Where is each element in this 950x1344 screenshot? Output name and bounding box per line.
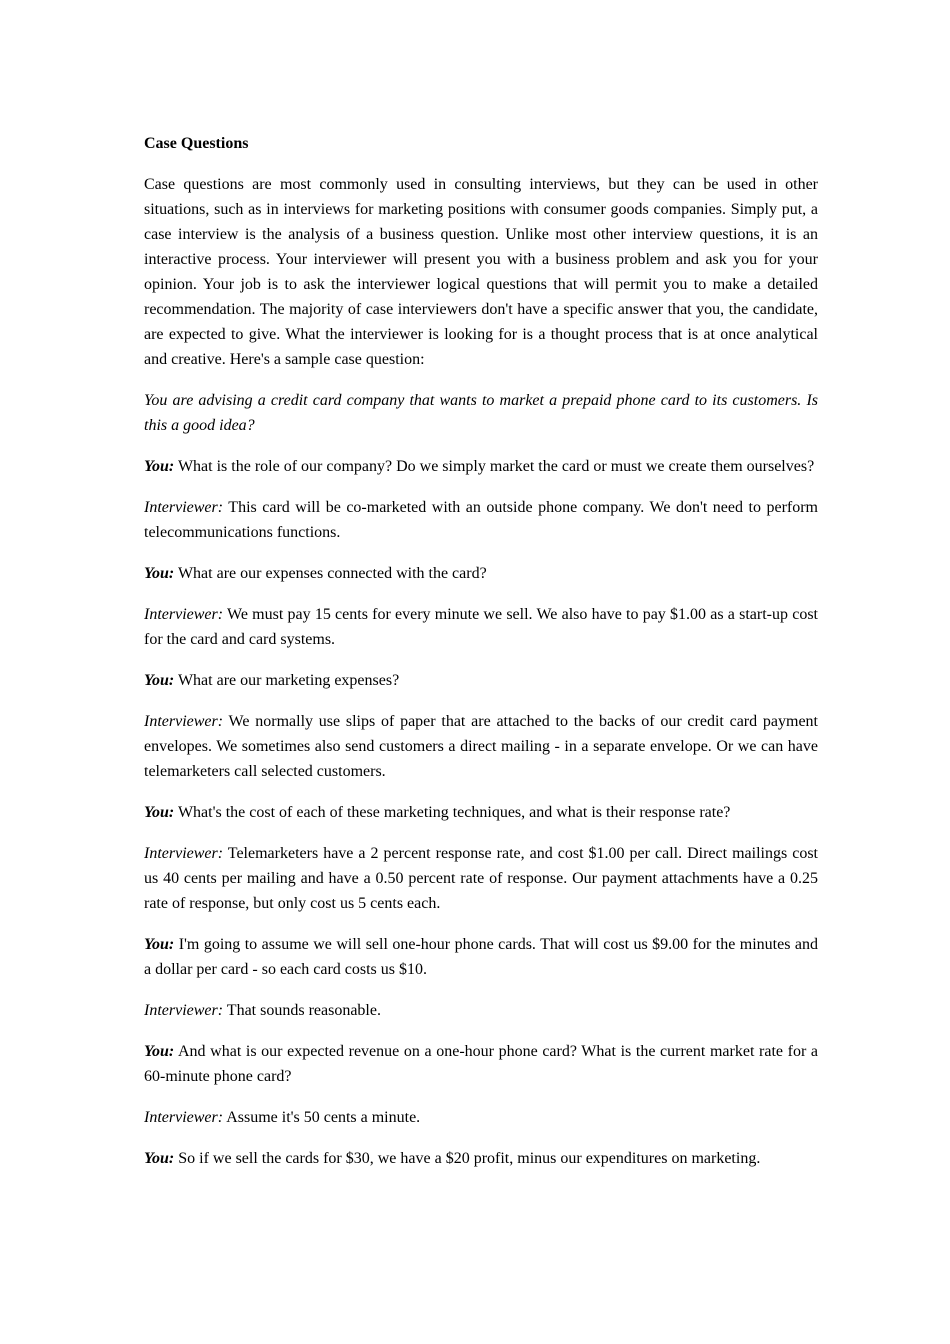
dialogue-line <box>144 561 818 586</box>
dialogue-text: We must pay 15 cents for every minute we sell. We also have to pay $1.00 as a start-up cost for the card and card systems. <box>144 606 818 648</box>
dialogue-line <box>144 1105 818 1130</box>
dialogue-line <box>144 602 818 652</box>
dialogue-line <box>144 932 818 982</box>
dialogue-line <box>144 1146 818 1171</box>
dialogue-text: Assume it's 50 cents a minute. <box>223 1109 421 1126</box>
dialogue-text: So if we sell the cards for $30, we have a $20 profit, minus our expenditures on marketing. <box>174 1150 761 1167</box>
dialogue-line <box>144 709 818 784</box>
document-page <box>144 131 818 1187</box>
dialogue-text: What's the cost of each of these marketing techniques, and what is their response rate? <box>174 804 731 821</box>
dialogue-text: I'm going to assume we will sell one-hour phone cards. That will cost us $9.00 for the minutes and a dollar per card - so each card costs us $10. <box>144 936 818 978</box>
speaker-label: You: <box>144 804 175 821</box>
dialogue-line <box>144 800 818 825</box>
speaker-label: You: <box>144 936 175 953</box>
dialogue-line <box>144 495 818 545</box>
speaker-label: You: <box>144 1150 175 1167</box>
dialogue-text: This card will be co-marketed with an outside phone company. We don't need to perform telecommunications functions. <box>144 499 818 541</box>
speaker-label: Interviewer: <box>144 1109 224 1126</box>
intro-paragraph: Case questions are most commonly used in consulting interviews, but they can be used in other situations, such as in interviews for marketing positions with consumer goods companies. Simply put, a case interview is the analysis of a business question. Unlike most other interview questions, it is an interactive process. Your interviewer will present you with a business problem and ask you for your opinion. Your job is to ask the interviewer logical questions that will permit you to make a detailed recommendation. The majority of case interviewers don't have a specific answer that you, the candidate, are expected to give. What the interviewer is looking for is a thought process that is at once analytical and creative. Here's a sample case question: <box>144 176 818 368</box>
dialogue-text: That sounds reasonable. <box>223 1002 381 1019</box>
dialogue-text: What are our marketing expenses? <box>174 672 400 689</box>
dialogue-text: What is the role of our company? Do we simply market the card or must we create them ourselves? <box>174 458 815 475</box>
speaker-label: You: <box>144 1043 175 1060</box>
dialogue-line <box>144 1039 818 1089</box>
dialogue-text: And what is our expected revenue on a one-hour phone card? What is the current market rate for a 60-minute phone card? <box>144 1043 818 1085</box>
dialogue-line <box>144 998 818 1023</box>
dialogue-line <box>144 668 818 693</box>
speaker-label: Interviewer: <box>144 499 224 516</box>
dialogue-text: We normally use slips of paper that are attached to the backs of our credit card payment envelopes. We sometimes also send customers a direct mailing - in a separate envelope. Or we can have telemarketers call selected customers. <box>144 713 818 780</box>
speaker-label: Interviewer: <box>144 845 224 862</box>
dialogue-text: Telemarketers have a 2 percent response rate, and cost $1.00 per call. Direct mailings cost us 40 cents per mailing and have a 0.50 percent rate of response. Our payment attachments have a 0.25 rate of response, but only cost us 5 cents each. <box>144 845 818 912</box>
sample-question: You are advising a credit card company that wants to market a prepaid phone card to its customers. Is this a good idea? <box>144 392 818 434</box>
document-title: Case Questions <box>144 135 249 152</box>
speaker-label: You: <box>144 672 175 689</box>
dialogue-line <box>144 454 818 479</box>
dialogue-text: What are our expenses connected with the card? <box>174 565 487 582</box>
speaker-label: Interviewer: <box>144 1002 224 1019</box>
speaker-label: You: <box>144 565 175 582</box>
speaker-label: Interviewer: <box>144 606 224 623</box>
speaker-label: You: <box>144 458 175 475</box>
speaker-label: Interviewer: <box>144 713 224 730</box>
dialogue-line <box>144 841 818 916</box>
